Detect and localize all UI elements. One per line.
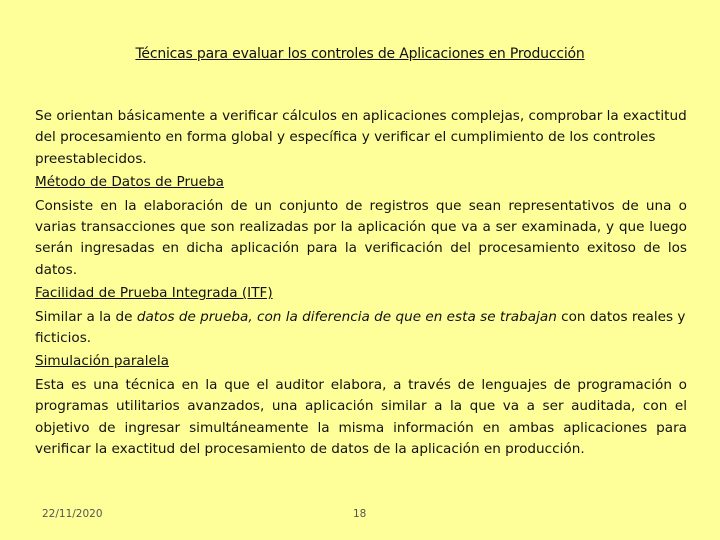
footer-page-number: 18	[353, 508, 367, 520]
itf-text-after: con datos reales y ficticios.	[35, 308, 686, 347]
footer-date: 22/11/2020	[42, 508, 103, 520]
section-heading-itf: Facilidad de Prueba Integrada (ITF)	[35, 285, 273, 302]
section-text-itf	[35, 307, 687, 350]
slide-body	[35, 106, 687, 463]
section-text-simulacion: Esta es una técnica en la que el auditor elabora, a través de lenguajes de programación o programas utilitarios avanzados, una aplicación similar a la que va a ser auditada, con el objetivo de ingresar simultáneamente la misma información en ambas aplicaciones para verificar la exactitud del procesamiento de datos de la aplicación en producción.	[35, 376, 687, 458]
intro-paragraph: Se orientan básicamente a verificar cálculos en aplicaciones complejas, comprobar la exactitud del procesamiento en forma global y específica y verificar el cumplimiento de los controles preestablecidos.	[35, 108, 687, 167]
section-text-datos-prueba: Consiste en la elaboración de un conjunto de registros que sean representativos de una o varias transacciones que son realizadas por la aplicación que va a ser examinada, y que luego serán ingresadas en dicha aplicación para la verificación del procesamiento exitoso de los datos.	[35, 197, 687, 278]
section-heading-datos-prueba: Método de Datos de Prueba	[35, 174, 224, 191]
slide-title: Técnicas para evaluar los controles de Aplicaciones en Producción	[135, 46, 585, 62]
itf-text-italic: datos de prueba, con la diferencia de que en esta se trabajan	[136, 308, 557, 325]
section-heading-simulacion: Simulación paralela	[35, 353, 169, 370]
itf-text-before: Similar a la de	[35, 308, 137, 325]
